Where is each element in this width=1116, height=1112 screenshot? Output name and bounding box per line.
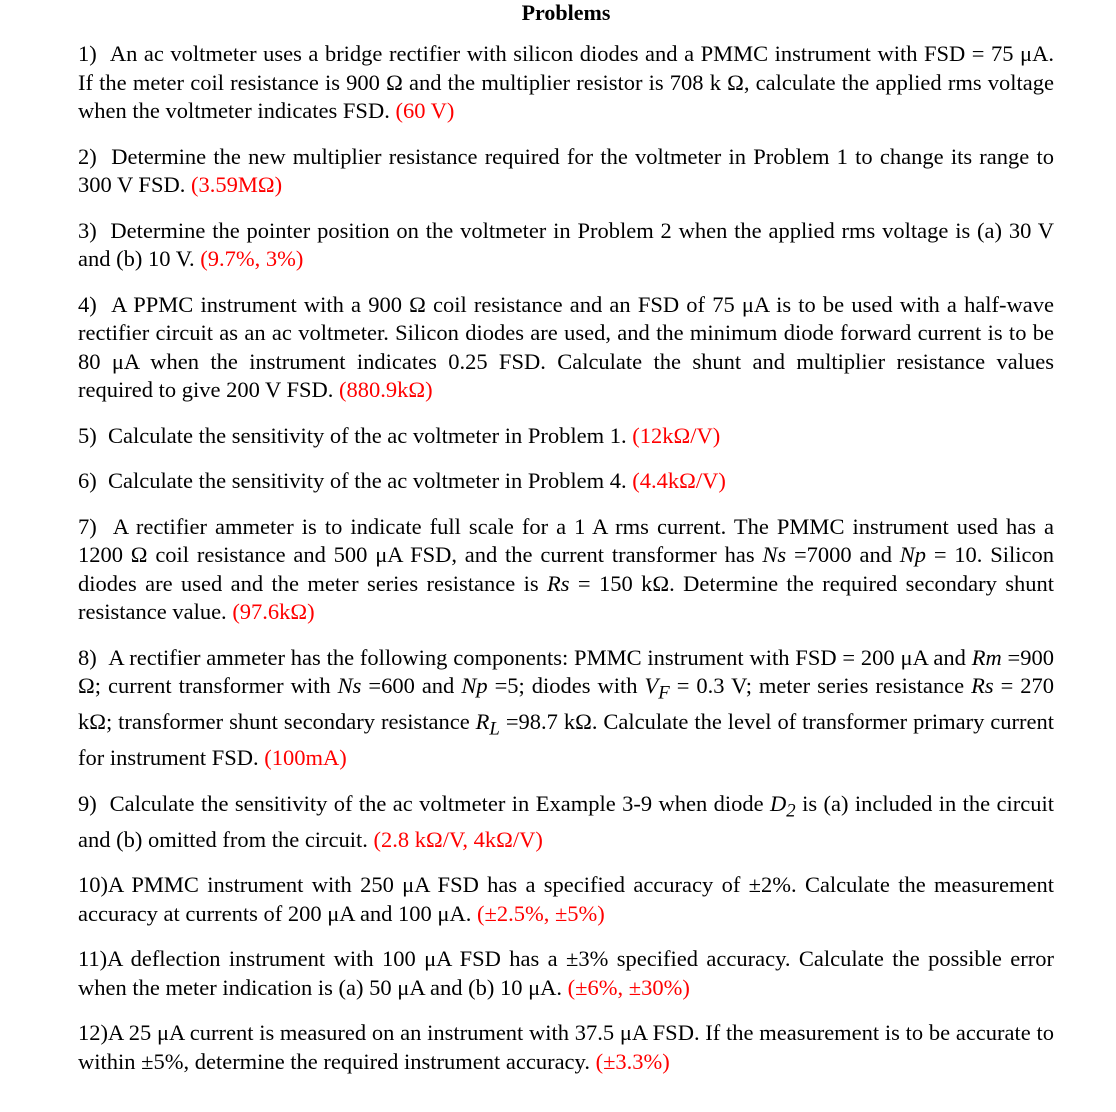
variable-rs: Rs: [971, 673, 994, 698]
answer: (97.6kΩ): [232, 599, 315, 624]
answer: (60 V): [395, 98, 455, 123]
answer: (100mA): [264, 745, 347, 770]
variable-np: Np: [899, 542, 927, 567]
problem-text: A rectifier ammeter has the following components: PMMC instrument with FSD = 200 μA and Rm =900 Ω; current transformer with Ns =600 and Np =5; diodes with $V_F = 0.3$ V; meter series resistance Rs = 270 kΩ; transformer shunt secondary resistance $R_L =98.7$ kΩ. Calculate the level of transformer primary current for instrument FSD.: [78, 644, 1055, 770]
answer: (3.59MΩ): [190, 172, 283, 197]
problem-10: [78, 871, 1054, 928]
answer: (2.8 kΩ/V, 4kΩ/V): [373, 826, 543, 852]
problem-text: Determine the pointer position on the voltmeter in Problem 2 when the applied rms voltage is (a) 30 V and (b) 10 V.: [78, 217, 1055, 271]
variable-rm: Rm: [971, 644, 1002, 670]
answer: (±6%, ±30%): [567, 974, 690, 1000]
problem-number: 5): [78, 422, 97, 448]
problem-text: Calculate the sensitivity of the ac voltmeter in Problem 4.: [108, 468, 627, 493]
problem-number: 9): [78, 790, 97, 816]
problem-text: Determine the new multiplier resistance required for the voltmeter in Problem 1 to change its range to 300 V FSD.: [78, 143, 1054, 197]
answer: (9.7%, 3%): [200, 246, 304, 271]
problem-number: 6): [78, 468, 97, 493]
problem-9: [78, 790, 1054, 855]
problem-text: An ac voltmeter uses a bridge rectifier with silicon diodes and a PMMC instrument with FSD = 75 μA. If the meter coil resistance is 900 Ω and the multiplier resistor is 708 k Ω, calculate the applied rms voltage when the voltmeter indicates FSD.: [78, 41, 1054, 123]
problem-text: A rectifier ammeter is to indicate full scale for a 1 A rms current. The PMMC instrument used has a 1200 Ω coil resistance and 500 μA FSD, and the current transformer has Ns =7000 and Np = 10. Silicon diodes are used and the meter series resistance is Rs = 150 kΩ. Determine the required secondary shunt resistance value.: [78, 513, 1055, 624]
variable-vf: $V_F$: [644, 673, 670, 704]
problem-5: [78, 422, 1054, 451]
page-title: Problems: [521, 0, 611, 25]
answer: (±2.5%, ±5%): [477, 900, 605, 926]
problem-7: [78, 513, 1054, 627]
problem-number: 2): [78, 143, 97, 169]
problem-12: [78, 1019, 1054, 1076]
variable-d2: $D_2$: [770, 790, 796, 821]
variable-rs: Rs: [547, 570, 570, 596]
problem-6: [78, 467, 1054, 496]
problem-number: 7): [78, 513, 97, 539]
variable-ns: Ns: [337, 673, 362, 698]
problem-4: [78, 291, 1054, 405]
problem-text: A 25 μA current is measured on an instrument with 37.5 μA FSD. If the measurement is to be accurate to within ±5%, determine the required instrument accuracy.: [78, 1020, 1054, 1074]
problem-11: [78, 945, 1054, 1002]
problem-1: [78, 40, 1054, 126]
problem-8: [78, 644, 1054, 773]
answer: (±3.3%): [595, 1048, 670, 1074]
problem-text: A deflection instrument with 100 μA FSD has a ±3% specified accuracy. Calculate the possible error when the meter indication is (a) 50 μA and (b) 10 μA.: [78, 946, 1054, 1000]
problem-2: [78, 143, 1054, 200]
problem-number: 8): [78, 644, 97, 670]
answer: (4.4kΩ/V): [632, 468, 726, 493]
variable-np: Np: [461, 673, 488, 698]
variable-ns: Ns: [762, 542, 787, 567]
problem-3: [78, 217, 1054, 274]
problem-number: 10): [78, 872, 108, 897]
problem-number: 3): [78, 217, 97, 243]
problem-number: 11): [78, 946, 108, 971]
problem-number: 1): [78, 41, 97, 66]
problem-text: Calculate the sensitivity of the ac voltmeter in Problem 1.: [108, 422, 627, 448]
answer: (880.9kΩ): [339, 377, 433, 402]
problem-text: A PMMC instrument with 250 μA FSD has a specified accuracy of ±2%. Calculate the measurement accuracy at currents of 200 μA and 100 μA.: [78, 872, 1054, 926]
problem-number: 12): [78, 1020, 108, 1045]
problems-page: [78, 0, 1054, 1076]
answer: (12kΩ/V): [632, 422, 721, 448]
problem-text: Calculate the sensitivity of the ac voltmeter in Example 3-9 when diode $D_2$ is (a) included in the circuit and (b) omitted from the circuit.: [78, 790, 1055, 852]
problem-number: 4): [78, 291, 97, 317]
problem-text: A PPMC instrument with a 900 Ω coil resistance and an FSD of 75 μA is to be used with a half-wave rectifier circuit as an ac voltmeter. Silicon diodes are used, and the minimum diode forward current is to be 80 μA when the instrument indicates 0.25 FSD. Calculate the shunt and multiplier resistance values required to give 200 V FSD.: [78, 291, 1055, 402]
variable-rl: $R_L$: [475, 709, 500, 740]
